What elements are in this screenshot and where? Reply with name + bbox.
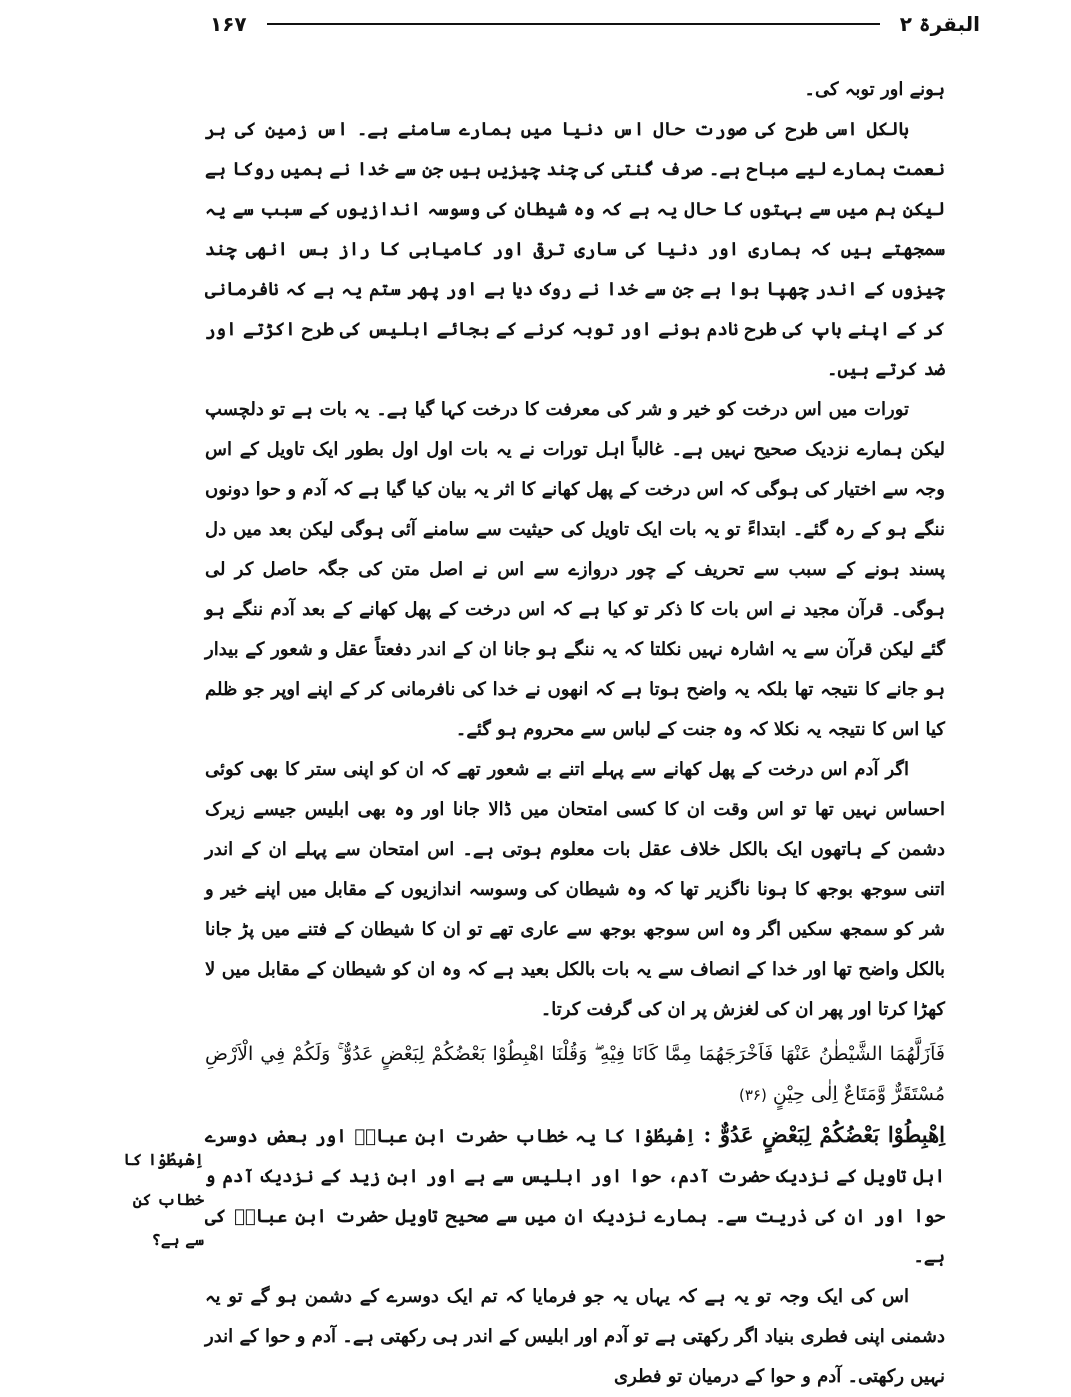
page-header bbox=[210, 6, 980, 42]
quran-verse bbox=[205, 1034, 945, 1115]
verse-number: (۳۶) bbox=[738, 1086, 767, 1104]
commentary-paragraph bbox=[205, 1115, 945, 1277]
main-text bbox=[205, 70, 945, 1397]
paragraph: بالکل اسی طرح کی صورت حال اس دنیا میں ہمارے سامنے ہے۔ اس زمین کی ہر نعمت ہمارے لیے مباح ہے۔ صرف گنتی کی چند چیزیں ہیں جن سے خدا نے ہمیں روکا ہے لیکن ہم میں سے بہتوں کا حال یہ ہے کہ وہ شیطان کی وسوسہ اندازیوں کے سبب سے یہ سمجھتے ہیں کہ ہماری اور دنیا کی ساری ترقی اور کامیابی کا راز بس انھی چند چیزوں کے اندر چھپا ہوا ہے جن سے خدا نے روک دیا ہے اور پھر ستم یہ ہے کہ نافرمانی کر کے اپنے باپ کی طرح نادم ہونے اور توبہ کرنے کے بجائے ابلیس کی طرح اکڑتے اور ضد کرتے ہیں۔ bbox=[205, 119, 945, 380]
margin-note: اِهْبِطُوْا کا خطاب کن سے ہے؟ bbox=[123, 1150, 204, 1249]
commentary-text: اِهْبِطُوْا کا یہ خطاب حضرت ابن عباسؓ اور بعض دوسرے اہل تاویل کے نزدیک حضرت آدم، حوا اور ابلیس سے ہے اور ابن زید کے نزدیک آدم و حوا اور ان کی ذریت سے۔ ہمارے نزدیک ان میں سے صحیح تاویل حضرت ابن عباسؓ کی ہے۔ bbox=[205, 1126, 945, 1267]
paragraph: اس کی ایک وجہ تو یہ ہے کہ یہاں یہ جو فرمایا کہ تم ایک دوسرے کے دشمن ہو گے تو یہ دشمنی اپنی فطری بنیاد اگر رکھتی ہے تو آدم اور ابلیس کے اندر ہی رکھتی ہے۔ آدم و حوا کے اندر نہیں رکھتی۔ آدم و حوا کے درمیان تو فطری bbox=[205, 1286, 945, 1387]
page-number: ۱۶۷ bbox=[210, 12, 247, 36]
paragraph: اگر آدم اس درخت کے پھل کھانے سے پہلے اتنے بے شعور تھے کہ ان کو اپنی ستر کا بھی کوئی احساس نہیں تھا تو اس وقت ان کا کسی امتحان میں ڈالا جانا اور وہ بھی ابلیس جیسے زیرک دشمن کے ہاتھوں ایک بالکل خلاف عقل بات معلوم ہوتی ہے۔ اس امتحان سے پہلے ان کے اندر اتنی سوجھ بوجھ کا ہونا ناگزیر تھا کہ وہ شیطان کی وسوسہ اندازیوں کے مقابل میں اپنے خیر و شر کو سمجھ سکیں اگر وہ اس سوجھ بوجھ سے عاری تھے تو ان کا شیطان کے فتنے میں پڑ جانا بالکل واضح تھا اور خدا کے انصاف سے یہ بات بالکل بعید ہے کہ وہ ان کو شیطان کے مقابل میں لا کھڑا کرتا اور پھر ان کی لغزش پر ان کی گرفت کرتا۔ bbox=[205, 759, 945, 1020]
verse-text: فَاَزَلَّهُمَا الشَّيْطٰنُ عَنْهَا فَاَخْرَجَهُمَا مِمَّا كَانَا فِيْهِ ۖ وَقُلْنَا اهْبِطُوْا بَعْضُكُمْ لِبَعْضٍ عَدُوٌّ ۚ وَلَكُمْ فِي الْاَرْضِ مُسْتَقَرٌّ وَّمَتَاعٌ اِلٰى حِيْنٍ bbox=[205, 1043, 945, 1105]
paragraph-continuation: ہونے اور توبہ کی۔ bbox=[804, 79, 945, 100]
paragraph: تورات میں اس درخت کو خیر و شر کی معرفت کا درخت کہا گیا ہے۔ یہ بات ہے تو دلچسپ لیکن ہمارے نزدیک صحیح نہیں ہے۔ غالباً اہل تورات نے یہ بات اول اول بطور ایک تاویل کے اس وجہ سے اختیار کی ہوگی کہ اس درخت کے پھل کھانے کا اثر یہ بیان کیا گیا ہے کہ آدم و حوا دونوں ننگے ہو کے رہ گئے۔ ابتداءً تو یہ بات ایک تاویل کی حیثیت سے سامنے آئی ہوگی لیکن بعد میں دل پسند ہونے کے سبب سے تحریف کے چور دروازے سے اس نے اصل متن کی جگہ حاصل کر لی ہوگی۔ قرآن مجید نے اس بات کا ذکر تو کیا ہے کہ اس درخت کے پھل کھانے کے بعد آدم ننگے ہو گئے لیکن قرآن سے یہ اشارہ نہیں نکلتا کہ یہ ننگے ہو جانا ان کے اندر دفعتاً عقل و شعور کے بیدار ہو جانے کا نتیجہ تھا بلکہ یہ واضح ہوتا ہے کہ انھوں نے خدا کی نافرمانی کر کے اپنے اوپر جو ظلم کیا اس کا نتیجہ یہ نکلا کہ وہ جنت کے لباس سے محروم ہو گئے۔ bbox=[205, 399, 945, 740]
commentary-lead: اِهْبِطُوْا بَعْضُكُمْ لِبَعْضٍ عَدُوٌّ : bbox=[703, 1122, 945, 1147]
header-rule bbox=[267, 23, 880, 25]
surah-title: البقرۃ ۲ bbox=[899, 12, 980, 36]
